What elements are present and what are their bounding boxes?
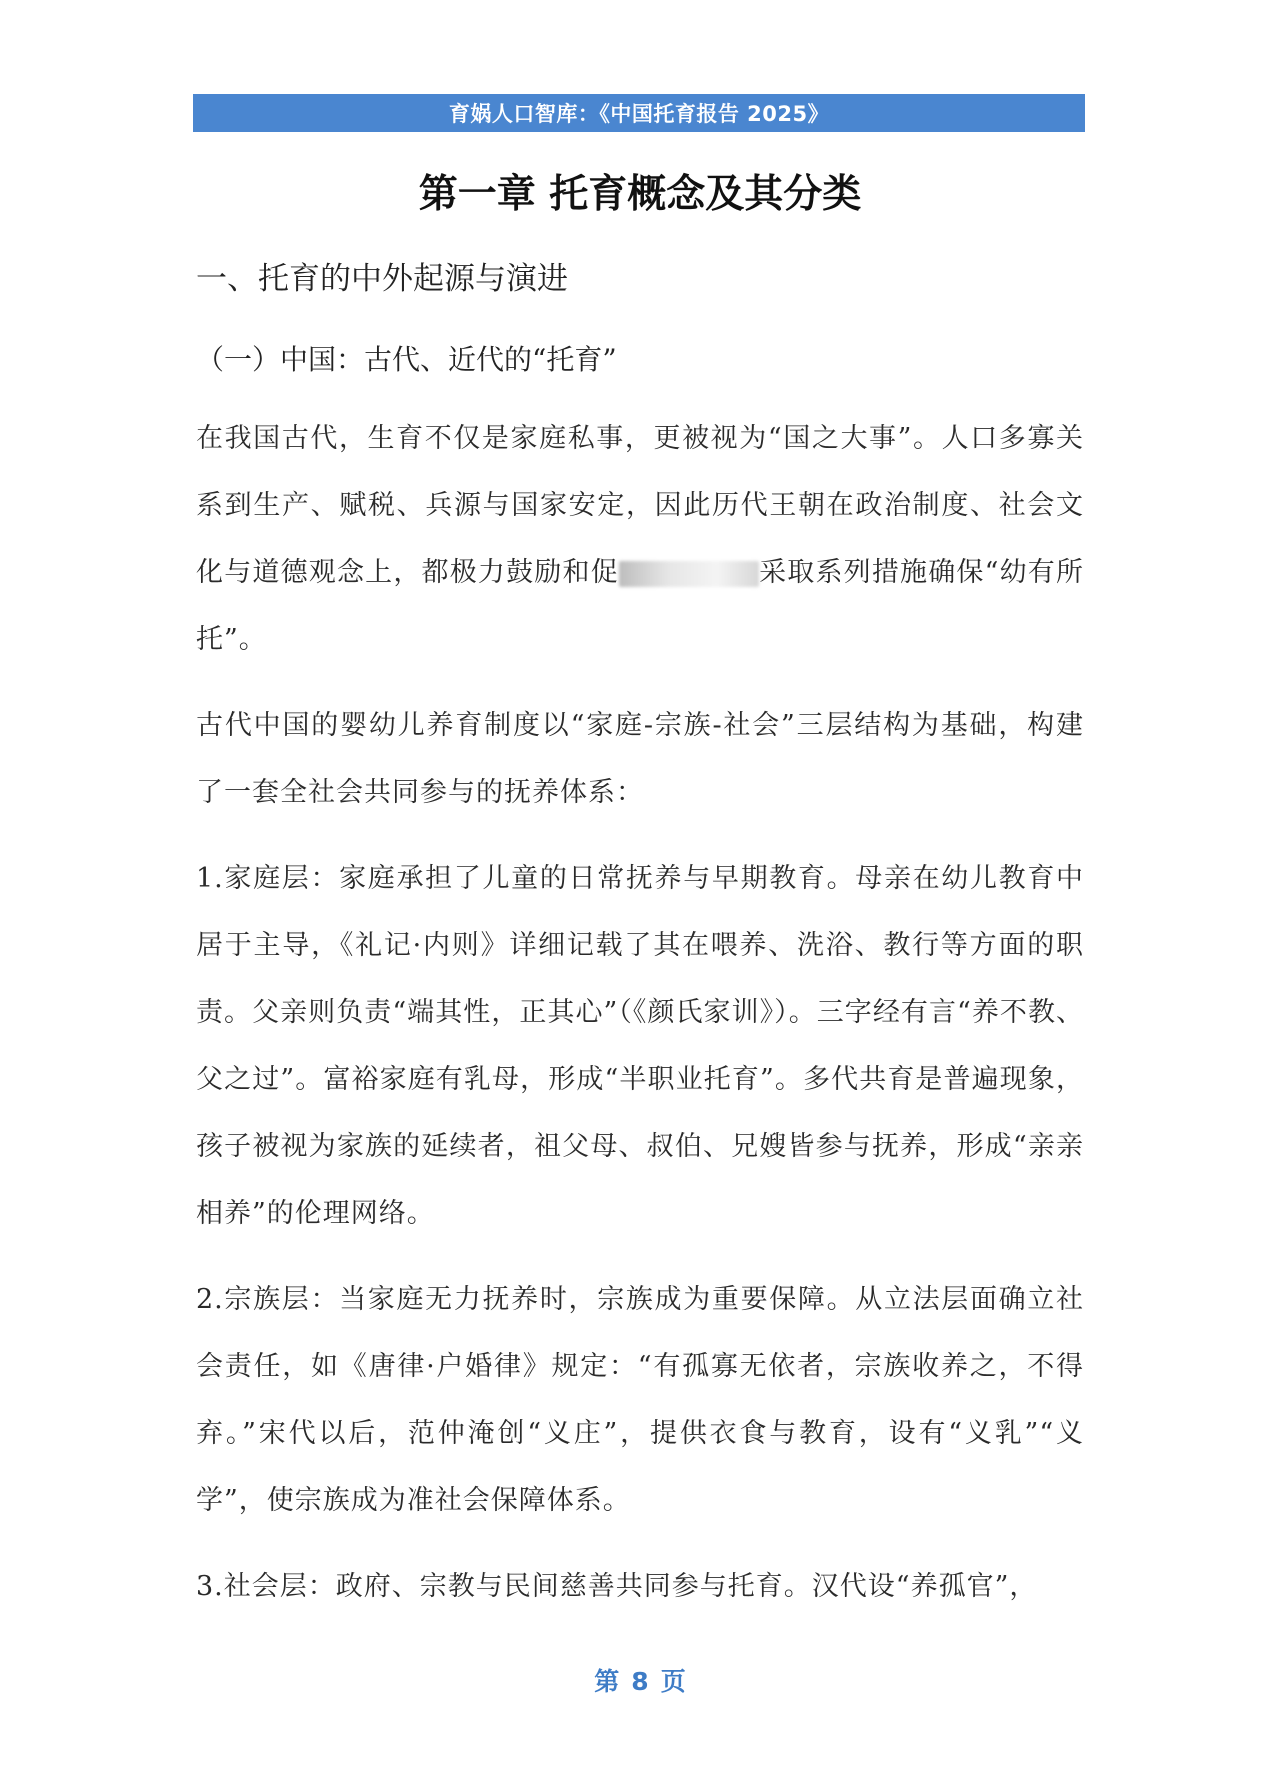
paragraph-family-level: 1.家庭层：家庭承担了儿童的日常抚养与早期教育。母亲在幼儿教育中居于主导，《礼记·内则》详细记载了其在喂养、洗浴、教行等方面的职责。父亲则负责“端其性，正其心”（《颜氏家训》）。三字经有言“养不教、父之过”。富裕家庭有乳母，形成“半职业托育”。多代共育是普遍现象，孩子被视为家族的延续者，祖父母、叔伯、兄嫂皆参与抚养，形成“亲亲相养”的伦理网络。 (196, 863, 1084, 1229)
paragraph-structure: 古代中国的婴幼儿养育制度以“家庭-宗族-社会”三层结构为基础，构建了一套全社会共同参与的抚养体系： (196, 710, 1084, 808)
header-banner-text: 育娲人口智库：《中国托育报告 2025》 (448, 102, 830, 126)
section-title: 一、托育的中外起源与演进 (196, 261, 568, 297)
subsection-title: （一）中国：古代、近代的“托育” (196, 343, 617, 376)
paragraph-society-level: 3.社会层：政府、宗教与民间慈善共同参与托育。汉代设“养孤官”， (196, 1571, 1038, 1602)
paragraph-intro (196, 405, 1084, 673)
footer-prefix: 第 (594, 1667, 620, 1696)
page-number: 8 (631, 1667, 649, 1696)
chapter-title: 第一章 托育概念及其分类 (418, 172, 862, 217)
page-footer (0, 1662, 1280, 1698)
redaction-blur (619, 561, 759, 587)
paragraph-intro-part1: 在我国古代，生育不仅是家庭私事，更被视为“国之大事”。人口多寡关系到生产、赋税、兵源与国家安定，因此历代王朝在政治制度、社会文化与道德观念上，都极力鼓励和促 (196, 423, 1084, 588)
paragraph-clan-level: 2.宗族层：当家庭无力抚养时，宗族成为重要保障。从立法层面确立社会责任，如《唐律·户婚律》规定：“有孤寡无依者，宗族收养之，不得弃。”宋代以后，范仲淹创“义庄”，提供衣食与教育，设有“义乳”“义学”，使宗族成为准社会保障体系。 (196, 1284, 1084, 1516)
body-content (196, 405, 1084, 1639)
header-banner (193, 94, 1085, 132)
footer-suffix: 页 (660, 1667, 686, 1696)
paragraph-intro-part2: 采取系列措施确保“幼有所托”。 (196, 557, 1084, 655)
